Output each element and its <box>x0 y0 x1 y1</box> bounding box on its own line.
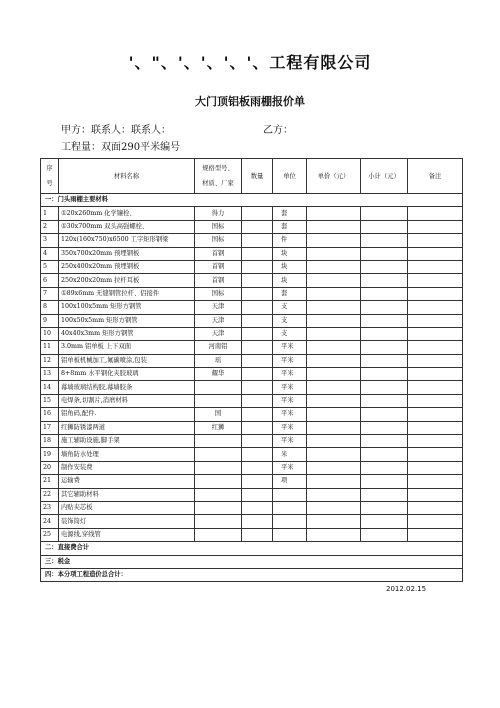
row-note <box>408 341 463 354</box>
table-row <box>41 368 463 381</box>
row-unit: 平米 <box>273 341 307 354</box>
table-row <box>41 448 463 461</box>
row-number: 3 <box>41 234 59 247</box>
row-spec <box>195 475 242 488</box>
row-number: 11 <box>41 341 59 354</box>
row-number: 16 <box>41 408 59 421</box>
row-note <box>408 368 463 381</box>
row-material-name: 电焊条,切割片,消磨材料 <box>59 394 195 407</box>
row-spec: 耀华 <box>195 368 242 381</box>
row-subtotal <box>361 381 408 394</box>
row-note <box>408 247 463 260</box>
row-material-name: 8+8mm 水平钢化夹胶玻璃 <box>59 368 195 381</box>
row-unit-price <box>307 528 361 541</box>
row-unit: 平米 <box>273 421 307 434</box>
row-unit-price <box>307 314 361 327</box>
row-number: 15 <box>41 394 59 407</box>
table-row <box>41 247 463 260</box>
row-number: 20 <box>41 461 59 474</box>
row-quantity <box>242 220 273 233</box>
row-unit-price <box>307 381 361 394</box>
row-subtotal <box>361 327 408 340</box>
row-quantity <box>242 354 273 367</box>
row-quantity <box>242 314 273 327</box>
row-note <box>408 287 463 300</box>
row-subtotal <box>361 301 408 314</box>
row-subtotal <box>361 314 408 327</box>
quote-table <box>40 158 463 582</box>
row-number: 25 <box>41 528 59 541</box>
table-row <box>41 274 463 287</box>
row-material-name: 250x400x20mm 预埋钢板 <box>59 260 195 273</box>
row-unit-price <box>307 341 361 354</box>
row-number: 9 <box>41 314 59 327</box>
row-note <box>408 260 463 273</box>
row-quantity <box>242 234 273 247</box>
row-spec <box>195 528 242 541</box>
row-spec <box>195 461 242 474</box>
row-note <box>408 435 463 448</box>
row-spec: 国标 <box>195 220 242 233</box>
row-note <box>408 327 463 340</box>
row-subtotal <box>361 421 408 434</box>
row-unit-price <box>307 247 361 260</box>
row-quantity <box>242 274 273 287</box>
row-note <box>408 354 463 367</box>
header-unit: 单位 <box>273 159 307 194</box>
row-subtotal <box>361 461 408 474</box>
row-note <box>408 207 463 220</box>
table-row <box>41 287 463 300</box>
row-unit-price <box>307 354 361 367</box>
row-note <box>408 314 463 327</box>
header-subtotal: 小计（元） <box>361 159 408 194</box>
company-name: '、"、'、'、'、'、工程有限公司 <box>128 53 372 72</box>
row-subtotal <box>361 354 408 367</box>
row-spec <box>195 501 242 514</box>
row-quantity <box>242 435 273 448</box>
row-subtotal <box>361 207 408 220</box>
table-row <box>41 207 463 220</box>
table-header-row <box>41 159 463 194</box>
row-note <box>408 448 463 461</box>
row-unit-price <box>307 207 361 220</box>
row-unit: 平米 <box>273 461 307 474</box>
row-quantity <box>242 448 273 461</box>
section-main-materials: 一：门头雨棚主要材料 <box>41 194 463 207</box>
row-material-name: 120x(160x750)x6500 工字矩形钢梁 <box>59 234 195 247</box>
row-note <box>408 488 463 501</box>
table-row <box>41 461 463 474</box>
table-row <box>41 394 463 407</box>
table-row <box>41 301 463 314</box>
table-row <box>41 528 463 541</box>
document-title: 大门顶铝板雨棚报价单 <box>195 95 305 108</box>
row-material-name: ①20x260mm 化学镶栓、 <box>59 207 195 220</box>
row-material-name: 40x40x3mm 矩形方钢管 <box>59 327 195 340</box>
row-unit <box>273 488 307 501</box>
row-material-name: 制作安装费 <box>59 461 195 474</box>
row-subtotal <box>361 247 408 260</box>
row-spec <box>195 488 242 501</box>
row-subtotal <box>361 488 408 501</box>
party-b-line: 乙方： <box>263 125 293 136</box>
row-unit-price <box>307 327 361 340</box>
section-grand-total: 四：本分项工程造价总合计： <box>41 568 463 581</box>
date: 2012.02.15 <box>386 585 427 593</box>
row-note <box>408 381 463 394</box>
row-unit-price <box>307 515 361 528</box>
row-unit-price <box>307 274 361 287</box>
row-note <box>408 461 463 474</box>
table-row <box>41 408 463 421</box>
row-material-name: 墙角防水处理 <box>59 448 195 461</box>
row-unit-price <box>307 435 361 448</box>
row-number: 19 <box>41 448 59 461</box>
table-row <box>41 327 463 340</box>
row-quantity <box>242 475 273 488</box>
row-note <box>408 408 463 421</box>
row-note <box>408 394 463 407</box>
row-material-name: 红狮防锈漆两道 <box>59 421 195 434</box>
row-note <box>408 301 463 314</box>
header-price: 单价（元） <box>307 159 361 194</box>
section-tax: 三：税金 <box>41 555 463 568</box>
row-subtotal <box>361 220 408 233</box>
row-number: 12 <box>41 354 59 367</box>
row-number: 10 <box>41 327 59 340</box>
table-row <box>41 314 463 327</box>
row-material-name: 幕墙玻璃结构胶,幕墙胶条 <box>59 381 195 394</box>
row-subtotal <box>361 515 408 528</box>
row-number: 22 <box>41 488 59 501</box>
row-material-name: 电源线,穿线管 <box>59 528 195 541</box>
row-quantity <box>242 287 273 300</box>
row-number: 24 <box>41 515 59 528</box>
row-unit-price <box>307 287 361 300</box>
row-quantity <box>242 515 273 528</box>
row-unit-price <box>307 234 361 247</box>
quantity-line: 工程量：双面290平米编号 <box>61 142 181 153</box>
table-row <box>41 260 463 273</box>
row-number: 8 <box>41 301 59 314</box>
row-number: 4 <box>41 247 59 260</box>
row-material-name: 运输费 <box>59 475 195 488</box>
row-unit <box>273 528 307 541</box>
row-unit: 块 <box>273 247 307 260</box>
row-unit-price <box>307 421 361 434</box>
row-material-name: 内贴夹芯板 <box>59 501 195 514</box>
row-quantity <box>242 247 273 260</box>
row-spec <box>195 435 242 448</box>
row-unit: 套 <box>273 207 307 220</box>
table-row <box>41 220 463 233</box>
row-number: 21 <box>41 475 59 488</box>
header-no: 序 号 <box>41 159 59 194</box>
row-material-name: 铝单板机械加工,氟碳喷涂,包装 <box>59 354 195 367</box>
row-unit: 平米 <box>273 368 307 381</box>
row-quantity <box>242 260 273 273</box>
row-subtotal <box>361 287 408 300</box>
row-unit: 平米 <box>273 435 307 448</box>
row-unit: 块 <box>273 274 307 287</box>
row-unit-price <box>307 220 361 233</box>
row-number: 1 <box>41 207 59 220</box>
row-material-name: ①30x700mm 双头高强螺栓、 <box>59 220 195 233</box>
table-row <box>41 341 463 354</box>
row-quantity <box>242 327 273 340</box>
row-number: 17 <box>41 421 59 434</box>
table-row <box>41 435 463 448</box>
row-spec: 河南铝 <box>195 341 242 354</box>
row-unit: 平米 <box>273 408 307 421</box>
row-material-name: 250x200x20mm 拉杆耳板 <box>59 274 195 287</box>
row-subtotal <box>361 341 408 354</box>
row-material-name: 100x100x5mm 矩形方钢管 <box>59 301 195 314</box>
row-unit-price <box>307 301 361 314</box>
row-quantity <box>242 394 273 407</box>
row-note <box>408 234 463 247</box>
section-direct-cost: 二：直接费合计 <box>41 542 463 555</box>
row-note <box>408 220 463 233</box>
row-subtotal <box>361 260 408 273</box>
table-row <box>41 488 463 501</box>
row-quantity <box>242 301 273 314</box>
row-unit: 套 <box>273 220 307 233</box>
row-unit: 支 <box>273 327 307 340</box>
row-spec: 国 <box>195 408 242 421</box>
row-unit: 平米 <box>273 354 307 367</box>
row-material-name: 装饰筒灯 <box>59 515 195 528</box>
row-spec: 首钢 <box>195 260 242 273</box>
row-note <box>408 475 463 488</box>
row-unit <box>273 501 307 514</box>
row-subtotal <box>361 368 408 381</box>
row-spec <box>195 448 242 461</box>
row-unit-price <box>307 394 361 407</box>
row-material-name: 100x50x5mm 矩形方钢管 <box>59 314 195 327</box>
row-subtotal <box>361 234 408 247</box>
row-note <box>408 274 463 287</box>
row-number: 13 <box>41 368 59 381</box>
party-a-line: 甲方：联系人：联系人： <box>61 125 171 136</box>
table-row <box>41 381 463 394</box>
row-unit-price <box>307 501 361 514</box>
table-row <box>41 515 463 528</box>
row-note <box>408 515 463 528</box>
row-subtotal <box>361 475 408 488</box>
row-number: 23 <box>41 501 59 514</box>
row-subtotal <box>361 394 408 407</box>
row-spec: 首钢 <box>195 274 242 287</box>
row-unit-price <box>307 488 361 501</box>
row-unit-price <box>307 448 361 461</box>
row-number: 5 <box>41 260 59 273</box>
row-note <box>408 501 463 514</box>
row-unit: 支 <box>273 314 307 327</box>
row-spec: 天津 <box>195 301 242 314</box>
row-spec: 天津 <box>195 314 242 327</box>
row-unit-price <box>307 260 361 273</box>
section-row <box>41 568 463 581</box>
row-unit-price <box>307 408 361 421</box>
section-row <box>41 542 463 555</box>
row-spec: 红狮 <box>195 421 242 434</box>
row-subtotal <box>361 501 408 514</box>
row-unit: 支 <box>273 301 307 314</box>
row-material-name: ①89x6mm 无缝钢管拉杆、侣接件 <box>59 287 195 300</box>
row-number: 18 <box>41 435 59 448</box>
row-quantity <box>242 488 273 501</box>
section-row <box>41 555 463 568</box>
row-unit: 项 <box>273 475 307 488</box>
row-quantity <box>242 461 273 474</box>
row-spec: 国标 <box>195 287 242 300</box>
row-quantity <box>242 207 273 220</box>
row-subtotal <box>361 274 408 287</box>
row-unit: 米 <box>273 448 307 461</box>
table-row <box>41 421 463 434</box>
row-unit: 平米 <box>273 381 307 394</box>
row-subtotal <box>361 528 408 541</box>
table-row <box>41 475 463 488</box>
row-material-name: 铝角码,配件. <box>59 408 195 421</box>
table-row <box>41 501 463 514</box>
row-number: 6 <box>41 274 59 287</box>
row-quantity <box>242 408 273 421</box>
row-spec: 得力 <box>195 207 242 220</box>
row-number: 2 <box>41 220 59 233</box>
row-unit-price <box>307 475 361 488</box>
row-material-name: 350x700x20mm 预埋钢板 <box>59 247 195 260</box>
section-row <box>41 194 463 207</box>
table-row <box>41 354 463 367</box>
row-spec: 国标 <box>195 234 242 247</box>
row-material-name: 施工辅助设施,脚手架 <box>59 435 195 448</box>
row-quantity <box>242 421 273 434</box>
row-quantity <box>242 528 273 541</box>
header-qty: 数量 <box>242 159 273 194</box>
row-unit-price <box>307 461 361 474</box>
row-spec <box>195 381 242 394</box>
row-note <box>408 528 463 541</box>
header-spec: 规格型号、 材质、厂家 <box>195 159 242 194</box>
row-unit <box>273 515 307 528</box>
row-unit: 平米 <box>273 394 307 407</box>
row-unit: 块 <box>273 260 307 273</box>
row-spec: 首钢 <box>195 247 242 260</box>
row-number: 7 <box>41 287 59 300</box>
row-subtotal <box>361 408 408 421</box>
row-spec <box>195 394 242 407</box>
row-quantity <box>242 501 273 514</box>
row-subtotal <box>361 435 408 448</box>
table-row <box>41 234 463 247</box>
row-number: 14 <box>41 381 59 394</box>
row-quantity <box>242 368 273 381</box>
row-spec: 天津 <box>195 327 242 340</box>
row-unit: 件 <box>273 234 307 247</box>
header-name: 材料名称 <box>59 159 195 194</box>
row-quantity <box>242 341 273 354</box>
row-spec <box>195 515 242 528</box>
row-material-name: 其它辅助材料 <box>59 488 195 501</box>
row-unit: 套 <box>273 287 307 300</box>
row-material-name: 3.0mm 铝单板 上下双面 <box>59 341 195 354</box>
header-note: 备注 <box>408 159 463 194</box>
row-spec: 瑶 <box>195 354 242 367</box>
row-quantity <box>242 381 273 394</box>
row-unit-price <box>307 368 361 381</box>
row-note <box>408 421 463 434</box>
row-subtotal <box>361 448 408 461</box>
